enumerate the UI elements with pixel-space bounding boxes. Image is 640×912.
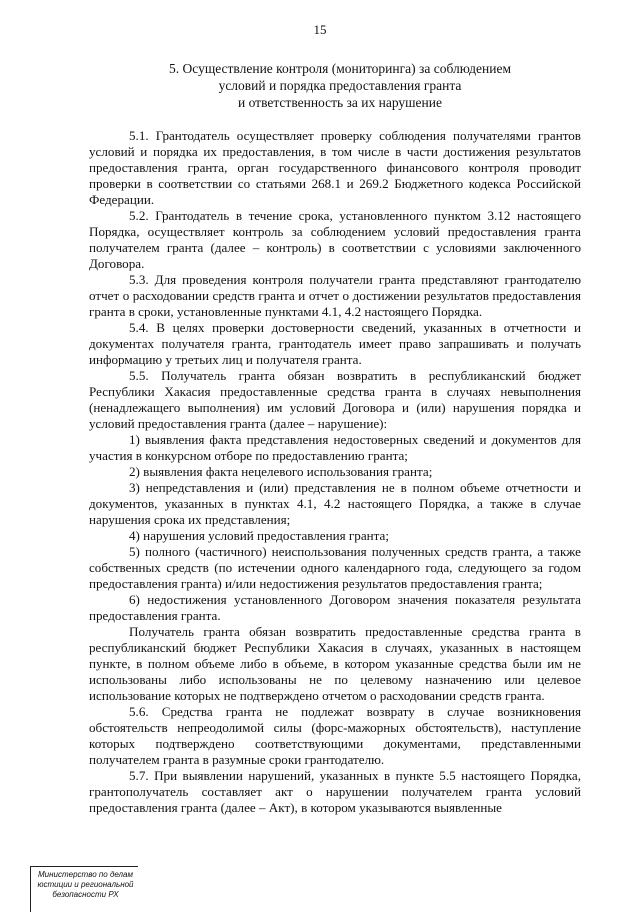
list-item-1: 1) выявления факта представления недостоверных сведений и документов для участия в конкурсном отборе по предоставлению гранта;	[89, 432, 581, 463]
stamp-line: безопасности РХ	[52, 890, 119, 899]
paragraph-5-2: 5.2. Грантодатель в течение срока, установленного пунктом 3.12 настоящего Порядка, осуществляет контроль за соблюдением условий предоставления гранта получателем гранта (далее – контроль) в соответствии с условиями заключенного Договора.	[89, 208, 581, 271]
section-title-line: условий и порядка предоставления гранта	[218, 78, 462, 93]
paragraph-5-4: 5.4. В целях проверки достоверности сведений, указанных в отчетности и документах получателя гранта, грантодатель имеет право запрашивать и получать информацию у третьих лиц и получателя гранта.	[89, 320, 581, 367]
section-title-line: и ответственность за их нарушение	[238, 95, 442, 110]
paragraph-5-5: 5.5. Получатель гранта обязан возвратить в республиканский бюджет Республики Хакасия предоставленные средства гранта в случаях невыполнения (ненадлежащего выполнения) им условий Договора и (или) нарушения порядка и условий предоставления гранта (далее – нарушение):	[89, 368, 581, 431]
list-item-3: 3) непредставления и (или) представления не в полном объеме отчетности и документов, указанных в пунктах 4.1, 4.2 настоящего Порядка, а также в случае нарушения срока их представления;	[89, 480, 581, 527]
document-body	[89, 128, 581, 816]
list-item-6: 6) недостижения установленного Договором значения показателя результата предоставления гранта.	[89, 592, 581, 623]
paragraph-5-7: 5.7. При выявлении нарушений, указанных в пункте 5.5 настоящего Порядка, грантополучатель составляет акт о нарушении получателем гранта условий предоставления гранта (далее – Акт), в котором указываются выявленные	[89, 768, 581, 815]
section-title-line: 5. Осуществление контроля (мониторинга) за соблюдением	[169, 61, 511, 76]
paragraph-5-1: 5.1. Грантодатель осуществляет проверку соблюдения получателями грантов условий и порядка их предоставления, в том числе в части достижения результатов предоставления гранта, орган государственного финансового контроля проводит проверки в соответствии со статьями 268.1 и 269.2 Бюджетного кодекса Российской Федерации.	[89, 128, 581, 207]
list-item-5: 5) полного (частичного) неиспользования полученных средств гранта, а также собственных средств (по истечении одного календарного года, следующего за годом предоставления гранта) и/или недостижения результатов предоставления гранта;	[89, 544, 581, 591]
paragraph-return-obligation: Получатель гранта обязан возвратить предоставленные средства гранта в республиканский бюджет Республики Хакасия в случаях, указанных в настоящем пункте, в полном объеме либо в объеме, в котором указанные средства были им не использованы либо использованы не по целевому назначению или целевое использование которых не подтверждено отчетом о расходовании средств гранта.	[89, 624, 581, 703]
list-item-2: 2) выявления факта нецелевого использования гранта;	[129, 464, 433, 479]
section-title	[110, 60, 570, 111]
list-item-4: 4) нарушения условий предоставления гранта;	[129, 528, 390, 543]
ministry-stamp	[30, 866, 138, 912]
stamp-line: Министерство по делам	[38, 870, 133, 879]
page-number: 15	[313, 22, 327, 37]
stamp-line: юстиции и региональной	[37, 880, 134, 889]
paragraph-5-3: 5.3. Для проведения контроля получатели гранта представляют грантодателю отчет о расходовании средств гранта и отчет о достижении результатов предоставления гранта в сроки, установленные пунктами 4.1, 4.2 настоящего Порядка.	[89, 272, 581, 319]
paragraph-5-6: 5.6. Средства гранта не подлежат возврату в случае возникновения обстоятельств непреодолимой силы (форс-мажорных обстоятельств), наступление которых подтверждено соответствующими документами, представленными получателем гранта в разумные сроки грантодателю.	[89, 704, 581, 767]
